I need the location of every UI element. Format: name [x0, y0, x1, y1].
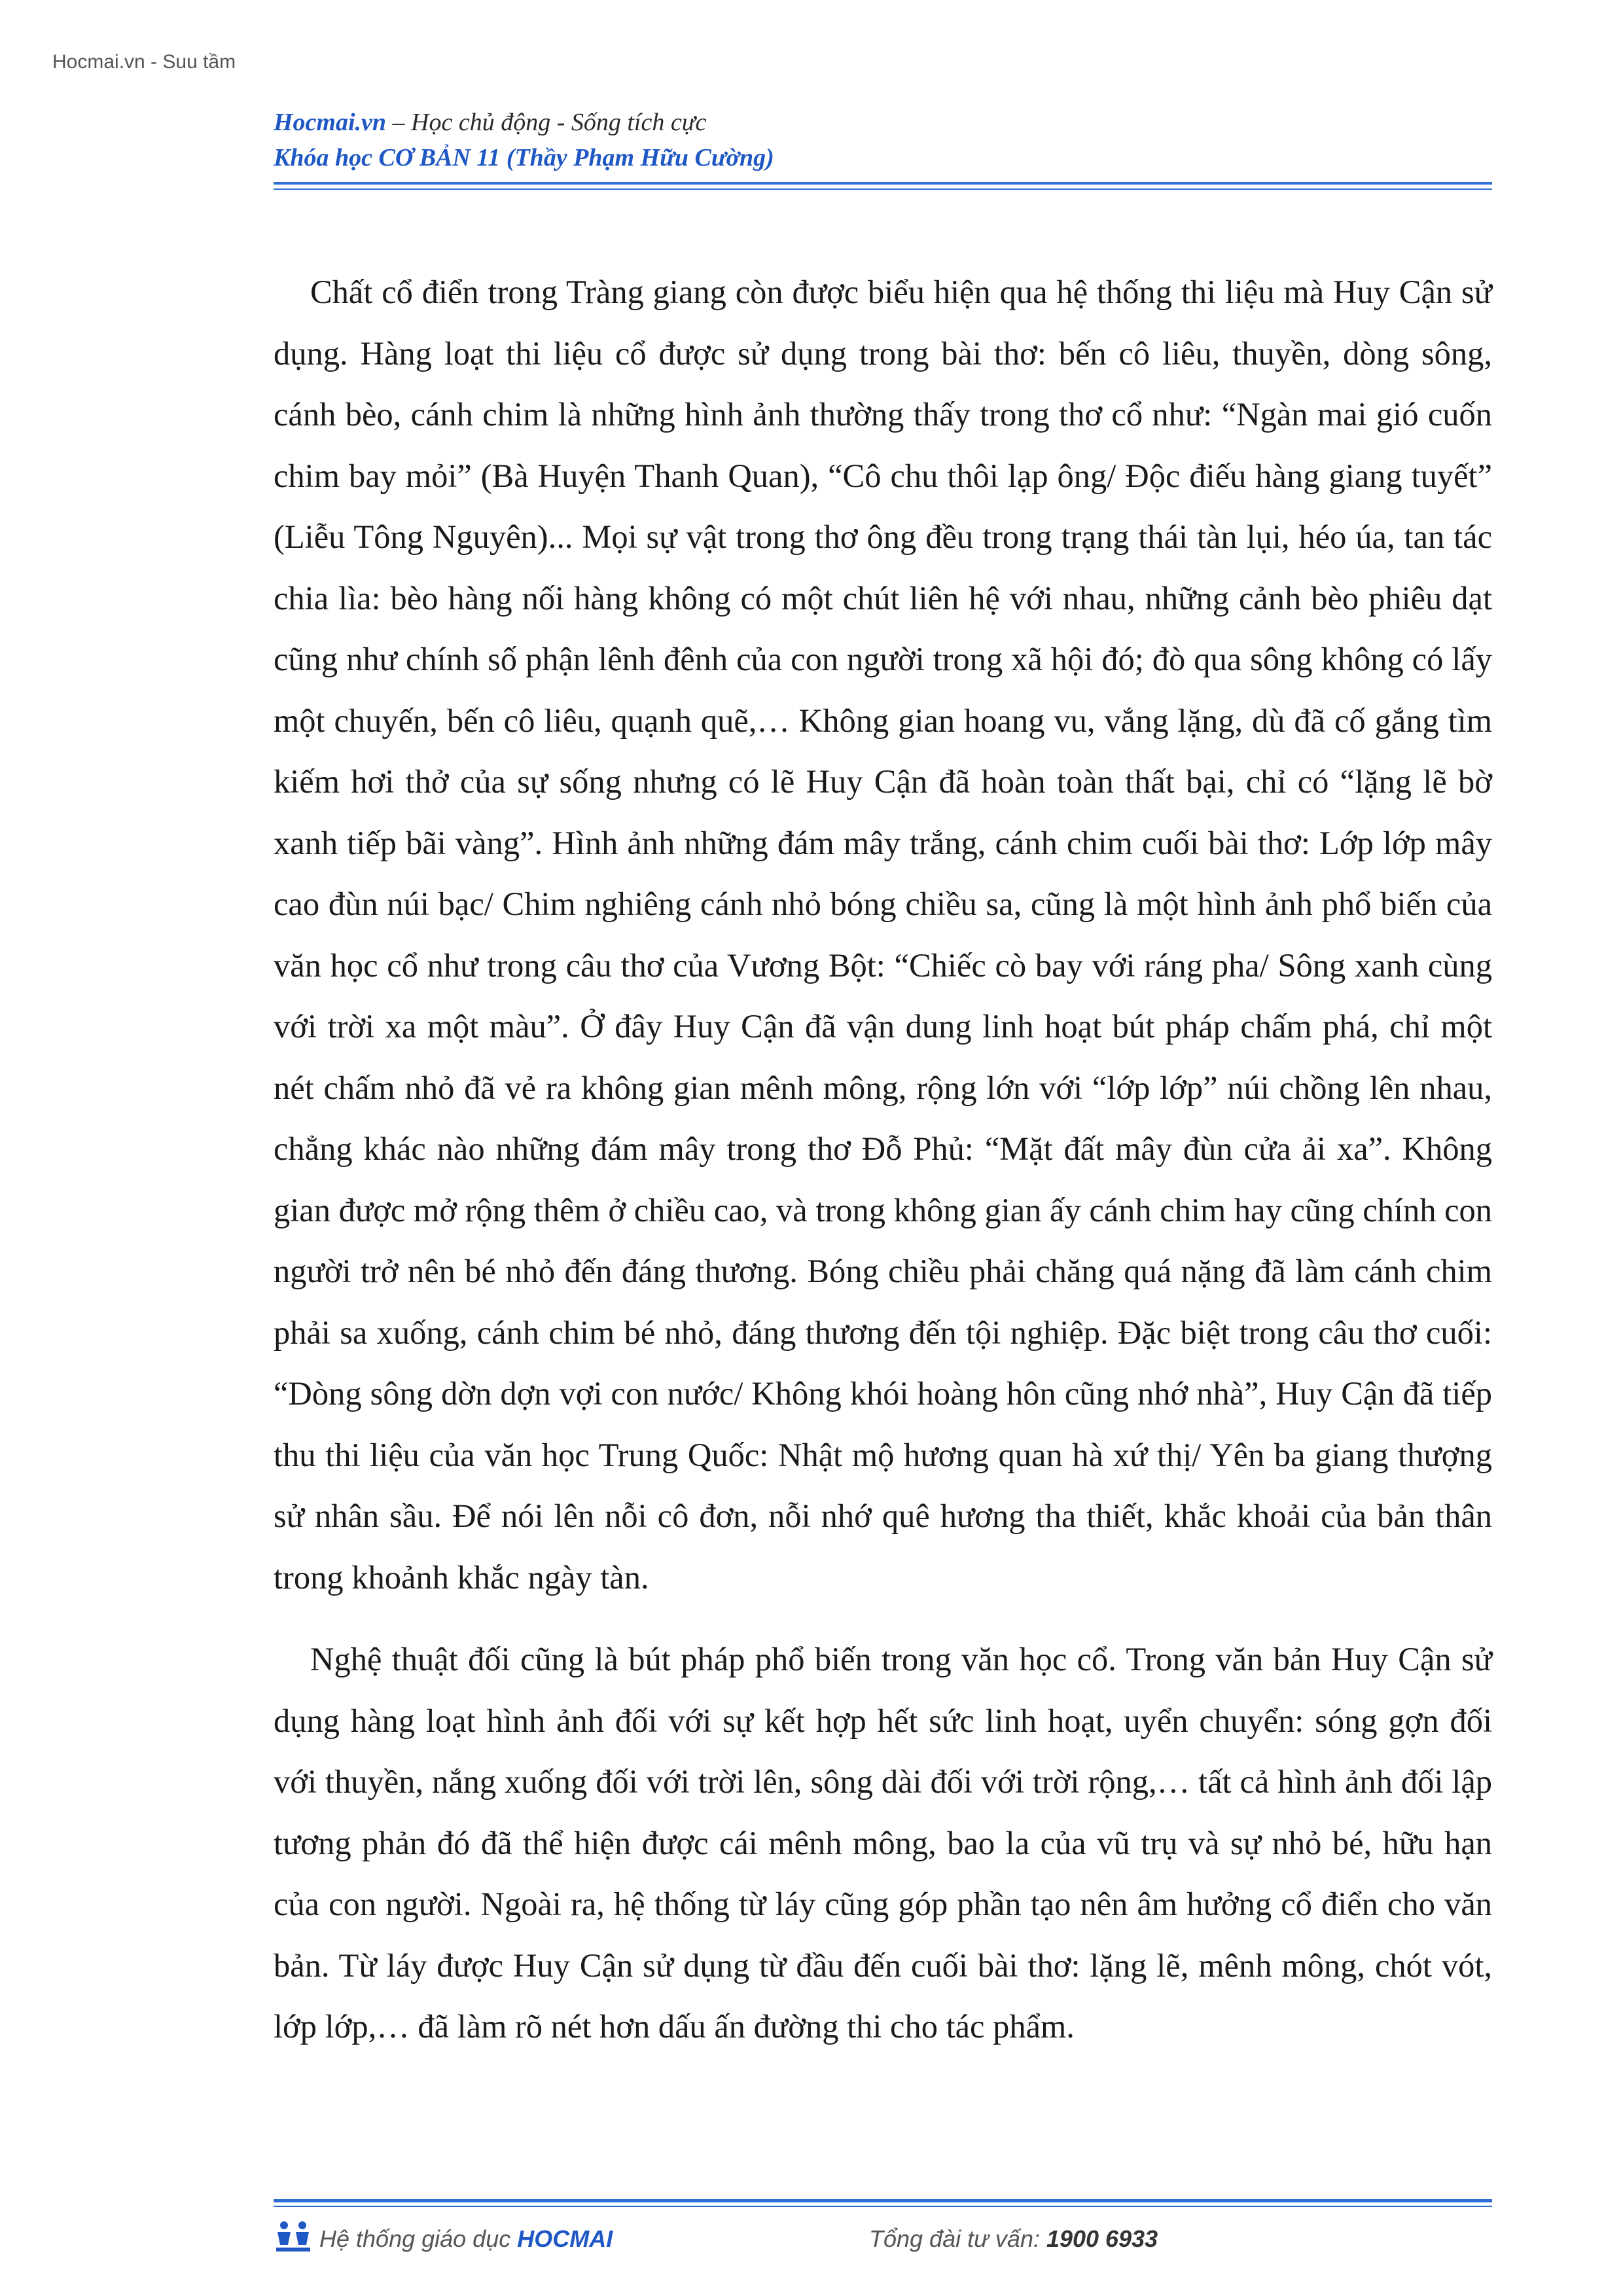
header-divider-thin: [274, 188, 1492, 190]
footer-hotline: [869, 2225, 1158, 2253]
header-divider: [274, 182, 1492, 185]
footer-brand: HOCMAI: [517, 2225, 613, 2252]
course-teacher: (Thầy Phạm Hữu Cường): [500, 144, 774, 171]
footer-left-prefix: Hệ thống giáo dục: [319, 2225, 518, 2252]
source-watermark: Hocmai.vn - Suu tầm: [52, 51, 236, 73]
body-paragraph-1: Chất cổ điển trong Tràng giang còn được biểu hiện qua hệ thống thi liệu mà Huy Cận sử dụng. Hàng loạt thi liệu cổ được sử dụng trong bài thơ: bến cô liêu, thuyền, dòng sông, cánh bèo, cánh chim là những hình ảnh thường thấy trong thơ cổ như: “Ngàn mai gió cuốn chim bay mỏi” (Bà Huyện Thanh Quan), “Cô chu thôi lạp ông/ Độc điếu hàng giang tuyết” (Liễu Tông Nguyên)... Mọi sự vật trong thơ ông đều trong trạng thái tàn lụi, héo úa, tan tác chia lìa: bèo hàng nối hàng không có một chút liên hệ với nhau, những cảnh bèo phiêu dạt cũng như chính số phận lênh đênh của con người trong xã hội đó; đò qua sông không có lấy một chuyến, bến cô liêu, quạnh quẽ,… Không gian hoang vu, vắng lặng, dù đã cố gắng tìm kiếm hơi thở của sự sống nhưng có lẽ Huy Cận đã hoàn toàn thất bại, chỉ có “lặng lẽ bờ xanh tiếp bãi vàng”. Hình ảnh những đám mây trắng, cánh chim cuối bài thơ: Lớp lớp mây cao đùn núi bạc/ Chim nghiêng cánh nhỏ bóng chiều sa, cũng là một hình ảnh phổ biến của văn học cổ như trong câu thơ của Vương Bột: “Chiếc cò bay với ráng pha/ Sông xanh cùng với trời xa một màu”. Ở đây Huy Cận đã vận dung linh hoạt bút pháp chấm phá, chỉ một nét chấm nhỏ đã vẻ ra không gian mênh mông, rộng lớn với “lớp lớp” núi chồng lên nhau, chẳng khác nào những đám mây trong thơ Đỗ Phủ: “Mặt đất mây đùn cửa ải xa”. Không gian được mở rộng thêm ở chiều cao, và trong không gian ấy cánh chim hay cũng chính con người trở nên bé nhỏ đến đáng thương. Bóng chiều phải chăng quá nặng đã làm cánh chim phải sa xuống, cánh chim bé nhỏ, đáng thương đến tội nghiệp. Đặc biệt trong câu thơ cuối: “Dòng sông dờn dợn vợi con nước/ Không khói hoàng hôn cũng nhớ nhà”, Huy Cận đã tiếp thu thi liệu của văn học Trung Quốc: Nhật mộ hương quan hà xứ thị/ Yên ba giang thượng sử nhân sầu. Để nói lên nỗi cô đơn, nỗi nhớ quê hương tha thiết, khắc khoải của bản thân trong khoảnh khắc ngày tàn.: [274, 274, 1492, 1596]
page-header: [274, 105, 1492, 175]
hocmai-logo-icon: [274, 2219, 313, 2255]
footer-phone: 1900 6933: [1046, 2225, 1158, 2252]
body-paragraph-2: Nghệ thuật đối cũng là bút pháp phổ biến trong văn học cổ. Trong văn bản Huy Cận sử dụng hàng loạt hình ảnh đối với sự kết hợp hết sức linh hoạt, uyển chuyển: sóng gợn đối với thuyền, nắng xuống đối với trời lên, sông dài đối với trời rộng,… tất cả hình ảnh đối lập tương phản đó đã thể hiện được cái mênh mông, bao la của vũ trụ và sự nhỏ bé, hữu hạn của con người. Ngoài ra, hệ thống từ láy cũng góp phần tạo nên âm hưởng cổ điển cho văn bản. Từ láy được Huy Cận sử dụng từ đầu đến cuối bài thơ: lặng lẽ, mênh mông, chót vót, lớp lớp,… đã làm rõ nét hơn dấu ấn đường thi cho tác phẩm.: [274, 1641, 1492, 2045]
course-prefix: Khóa học: [274, 144, 379, 171]
footer-hotline-label: Tổng đài tư vấn:: [869, 2225, 1046, 2252]
footer-organization: [319, 2225, 613, 2253]
header-line-site: [274, 105, 1492, 140]
header-line-course: [274, 140, 1492, 175]
footer-divider-thin: [274, 2206, 1492, 2207]
header-brand: Hocmai.vn: [274, 109, 387, 136]
course-name: CƠ BẢN 11: [378, 144, 501, 171]
footer-divider: [274, 2199, 1492, 2202]
page-footer: [274, 2219, 1492, 2258]
document-body: [274, 262, 1492, 2058]
header-slogan: – Học chủ động - Sống tích cực: [386, 109, 707, 136]
